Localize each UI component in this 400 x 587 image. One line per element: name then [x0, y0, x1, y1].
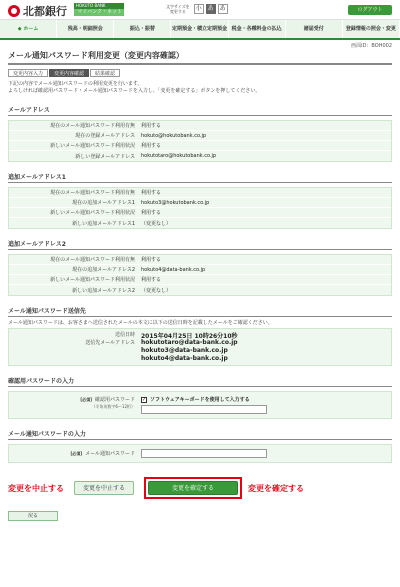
- table-row: 送信先メールアドレス hokutotaro@data-bank.co.jp hokuto3@data-bank.co.jp hokuto4@data-bank.co.jp: [85, 339, 238, 362]
- table-row: 現在のメール通知パスワード利用有無 利用する: [9, 121, 391, 131]
- annotation-cancel: 変更を中止する: [8, 483, 64, 493]
- step-confirm: 変更内容確認: [49, 69, 89, 77]
- confirm-highlight: [144, 477, 242, 499]
- sent-datetime: 2015年04月25日 10時26分10秒: [141, 333, 238, 340]
- confirm-password-input[interactable]: [141, 405, 267, 414]
- intro-text: 下記の内容でメール通知パスワードの利用変更を行います。 よろしければ確認用パスワード・メール通知パスワードを入力し、「変更を確定する」ボタンを押してください。: [8, 81, 261, 94]
- destination-address: hokuto4@data-bank.co.jp: [141, 355, 228, 362]
- site-header: [0, 0, 400, 20]
- destination-address: hokuto3@data-bank.co.jp: [141, 347, 228, 354]
- destination-address-list: [141, 339, 238, 363]
- nav-item-registration[interactable]: 登録情報の照会・変更: [343, 20, 400, 38]
- table-row: 現在の登録メールアドレス hokuto@hokutobank.co.jp: [9, 131, 391, 141]
- table-row: 新しいメール通知パスワード利用状況 利用する: [9, 275, 391, 285]
- table-row: 新しい追加メールアドレス2 （変更なし）: [72, 287, 172, 294]
- table-row: 新しい登録メールアドレス hokutotaro@hokutobank.co.jp: [75, 153, 217, 160]
- cancel-button[interactable]: 変更を中止する: [74, 481, 134, 495]
- section-title: メール通知パスワードの入力: [8, 429, 392, 440]
- destination-table: [8, 328, 392, 366]
- confirm-button[interactable]: 変更を確定する: [148, 481, 238, 495]
- nav-item-transfer[interactable]: 振込・振替: [114, 20, 171, 38]
- table-row: 新しいメール通知パスワード利用状況 利用する: [9, 141, 391, 151]
- font-size-medium-button[interactable]: あ: [207, 5, 214, 12]
- nav-item-tax[interactable]: 税金・各種料金の払込: [229, 20, 286, 38]
- section-additional-1: [8, 172, 392, 229]
- mail-password-label: [必須] メール通知パスワード: [70, 451, 135, 457]
- software-keyboard-checkbox[interactable]: ✓ ソフトウェアキーボードを使用して入力する: [142, 396, 250, 403]
- section-additional-2: [8, 239, 392, 296]
- global-nav: [0, 20, 400, 40]
- bank-name: 北都銀行: [23, 5, 67, 18]
- section-title: 追加メールアドレス2: [8, 239, 392, 250]
- section-title: メール通知パスワード送信先: [8, 306, 392, 317]
- nav-item-notifications[interactable]: 諸届受付: [286, 20, 343, 38]
- font-size-small-button[interactable]: 小: [195, 5, 202, 12]
- mail-password-form: [8, 444, 392, 463]
- progress-steps: [8, 69, 392, 77]
- nav-item-home[interactable]: ◆ ホーム: [0, 20, 57, 38]
- mail-password-input[interactable]: [141, 449, 267, 458]
- confirm-password-label: [必須] 確認用パスワード （半角英数字6〜12桁）: [80, 397, 135, 409]
- section-mail: [8, 105, 392, 162]
- action-bar: [8, 477, 392, 499]
- destination-address: hokutotaro@data-bank.co.jp: [141, 339, 238, 346]
- back-button[interactable]: 戻る: [8, 511, 58, 521]
- destination-note: メール通知パスワードは、お客さまへ送信されたメールの本文に以下の送信日時を記載したメールをご確認ください。: [8, 320, 273, 326]
- annotation-confirm: 変更を確定する: [248, 483, 304, 493]
- section-title: 確認用パスワードの入力: [8, 376, 392, 387]
- confirm-password-form: [8, 391, 392, 419]
- step-result: 結果確認: [90, 69, 120, 77]
- step-input: 変更内容入力: [8, 69, 48, 77]
- table-row: 現在のメール通知パスワード利用有無 利用する: [9, 188, 391, 198]
- nav-item-balance[interactable]: 残高・明細照会: [57, 20, 114, 38]
- bank-logo-icon: [8, 5, 20, 17]
- section-title: 追加メールアドレス1: [8, 172, 392, 183]
- table-row: 送信日時 2015年04月25日 10時26分10秒: [114, 332, 238, 340]
- screen-id: 画面ID：BOH002: [351, 43, 392, 49]
- section-destination: [8, 306, 392, 366]
- table-row: 現在の追加メールアドレス2 hokuto4@data-bank.co.jp: [9, 265, 391, 275]
- section-mail-password: [8, 429, 392, 463]
- logout-button[interactable]: ログアウト: [348, 5, 392, 15]
- bank-logo[interactable]: [8, 3, 67, 19]
- table-row: 新しいメール通知パスワード利用状況 利用する: [9, 208, 391, 218]
- brand-tag-top: HOKUTO BANK: [74, 3, 124, 9]
- font-size-label: 文字サイズを 変更する: [166, 4, 190, 14]
- table-row: 現在のメール通知パスワード利用有無 利用する: [9, 255, 391, 265]
- section-title: メールアドレス: [8, 105, 392, 116]
- nav-item-deposit[interactable]: 定期預金・積立定期預金: [171, 20, 228, 38]
- font-size-control: [166, 4, 230, 14]
- info-table: [8, 120, 392, 162]
- info-table: [8, 254, 392, 296]
- table-row: 現在の追加メールアドレス1 hokuto3@hokutobank.co.jp: [9, 198, 391, 208]
- section-confirm-password: [8, 376, 392, 419]
- table-row: 新しい追加メールアドレス1 （変更なし）: [72, 220, 172, 227]
- checkbox-checked-icon: ✓: [142, 396, 147, 403]
- brand-tag: [74, 3, 124, 16]
- page-title: メール通知パスワード利用変更（変更内容確認）: [8, 50, 392, 65]
- info-table: [8, 187, 392, 229]
- font-size-large-button[interactable]: あ: [219, 5, 226, 12]
- brand-tag-bottom: マイバンク・ネット: [74, 9, 124, 16]
